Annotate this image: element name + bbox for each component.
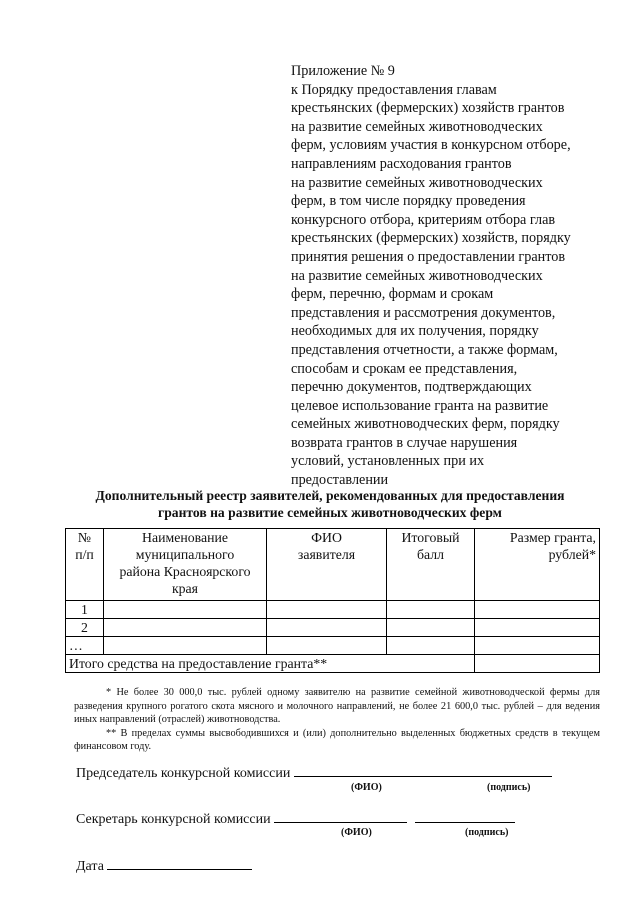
- row-number: 2: [66, 619, 104, 637]
- appendix-line: представления и рассмотрения документов,: [291, 304, 556, 321]
- col-header-grant: Размер гранта, рублей*: [475, 529, 600, 601]
- appendix-line: направлениям расходования грантов: [291, 155, 512, 172]
- col-header-number: № п/п: [66, 529, 104, 601]
- appendix-line: целевое использование гранта на развитие: [291, 397, 549, 414]
- date-blank[interactable]: [107, 857, 252, 870]
- appendix-line: принятия решения о предоставлении грантов: [291, 248, 566, 265]
- chair-blank[interactable]: [294, 764, 552, 777]
- appendix-line: ферм, условиям участия в конкурсном отборе,: [291, 137, 571, 154]
- appendix-line: возврата грантов в случае нарушения: [291, 434, 518, 451]
- chair-label: Председатель конкурсной комиссии: [76, 766, 291, 781]
- register-title: [60, 487, 600, 521]
- footnote-2: ** В пределах суммы высвободившихся и (или) дополнительно выделенных бюджетных средств в текущем финансовом году.: [74, 727, 600, 753]
- table-row: [66, 619, 600, 637]
- appendix-line: крестьянских (фермерских) хозяйств, порядку: [291, 230, 571, 247]
- title-line-1: Дополнительный реестр заявителей, рекомендованных для предоставления: [95, 488, 565, 503]
- appendix-line: крестьянских (фермерских) хозяйств грантов: [291, 100, 565, 117]
- chair-signature-line: [76, 764, 552, 782]
- appendix-line: предоставлении: [291, 472, 389, 489]
- table-total-row: [66, 655, 600, 673]
- col-header-fio: ФИО заявителя: [267, 529, 387, 601]
- secretary-fio-caption: (ФИО): [341, 827, 372, 838]
- appendix-line: на развитие семейных животноводческих: [291, 118, 543, 135]
- appendix-line: представления отчетности, а также формам,: [291, 341, 558, 358]
- appendix-line: на развитие семейных животноводческих: [291, 174, 543, 191]
- appendix-line: условий, установленных при их: [291, 453, 485, 470]
- col-header-score: Итоговый балл: [387, 529, 475, 601]
- table-row: [66, 637, 600, 655]
- row-number: …: [66, 637, 104, 655]
- appendix-line: конкурсного отбора, критериям отбора глав: [291, 211, 556, 228]
- table-row: [66, 601, 600, 619]
- appendix-line: перечню документов, подтверждающих: [291, 379, 532, 396]
- appendix-line: к Порядку предоставления главам: [291, 81, 497, 98]
- secretary-signature-line: [76, 810, 515, 828]
- chair-fio-caption: (ФИО): [351, 782, 382, 793]
- total-label: Итого средства на предоставление гранта**: [66, 655, 475, 673]
- row-number: 1: [66, 601, 104, 619]
- secretary-sign-caption: (подпись): [465, 827, 509, 838]
- appendix-line: ферм, в том числе порядку проведения: [291, 193, 526, 210]
- secretary-label: Секретарь конкурсной комиссии: [76, 812, 271, 827]
- date-line: [76, 857, 252, 875]
- appendix-line: ферм, перечню, формам и срокам: [291, 286, 494, 303]
- register-table: [65, 528, 600, 673]
- secretary-fio-blank[interactable]: [274, 810, 407, 823]
- footnote-1: * Не более 30 000,0 тыс. рублей одному заявителю на развитие семейной животноводческой фермы для разведения крупного рогатого скота мясного и молочного направлений, не более 21 600,0 тыс. рублей – для ведения иных направлений (отраслей) животноводства.: [74, 687, 600, 726]
- col-header-district: Наименование муниципального района Красноярского края: [104, 529, 267, 601]
- appendix-line: семейных животноводческих ферм, порядку: [291, 416, 560, 433]
- table-header-row: [66, 529, 600, 601]
- chair-sign-caption: (подпись): [487, 782, 531, 793]
- appendix-line: способам и срокам ее представления,: [291, 360, 518, 377]
- date-label: Дата: [76, 859, 104, 874]
- appendix-line: Приложение № 9: [291, 63, 395, 79]
- footnotes: [74, 686, 600, 754]
- appendix-line: необходимых для их получения, порядку: [291, 323, 539, 340]
- appendix-line: на развитие семейных животноводческих: [291, 267, 543, 284]
- secretary-sign-blank[interactable]: [415, 810, 515, 823]
- appendix-block: [291, 62, 621, 490]
- title-line-2: грантов на развитие семейных животноводческих ферм: [158, 505, 502, 520]
